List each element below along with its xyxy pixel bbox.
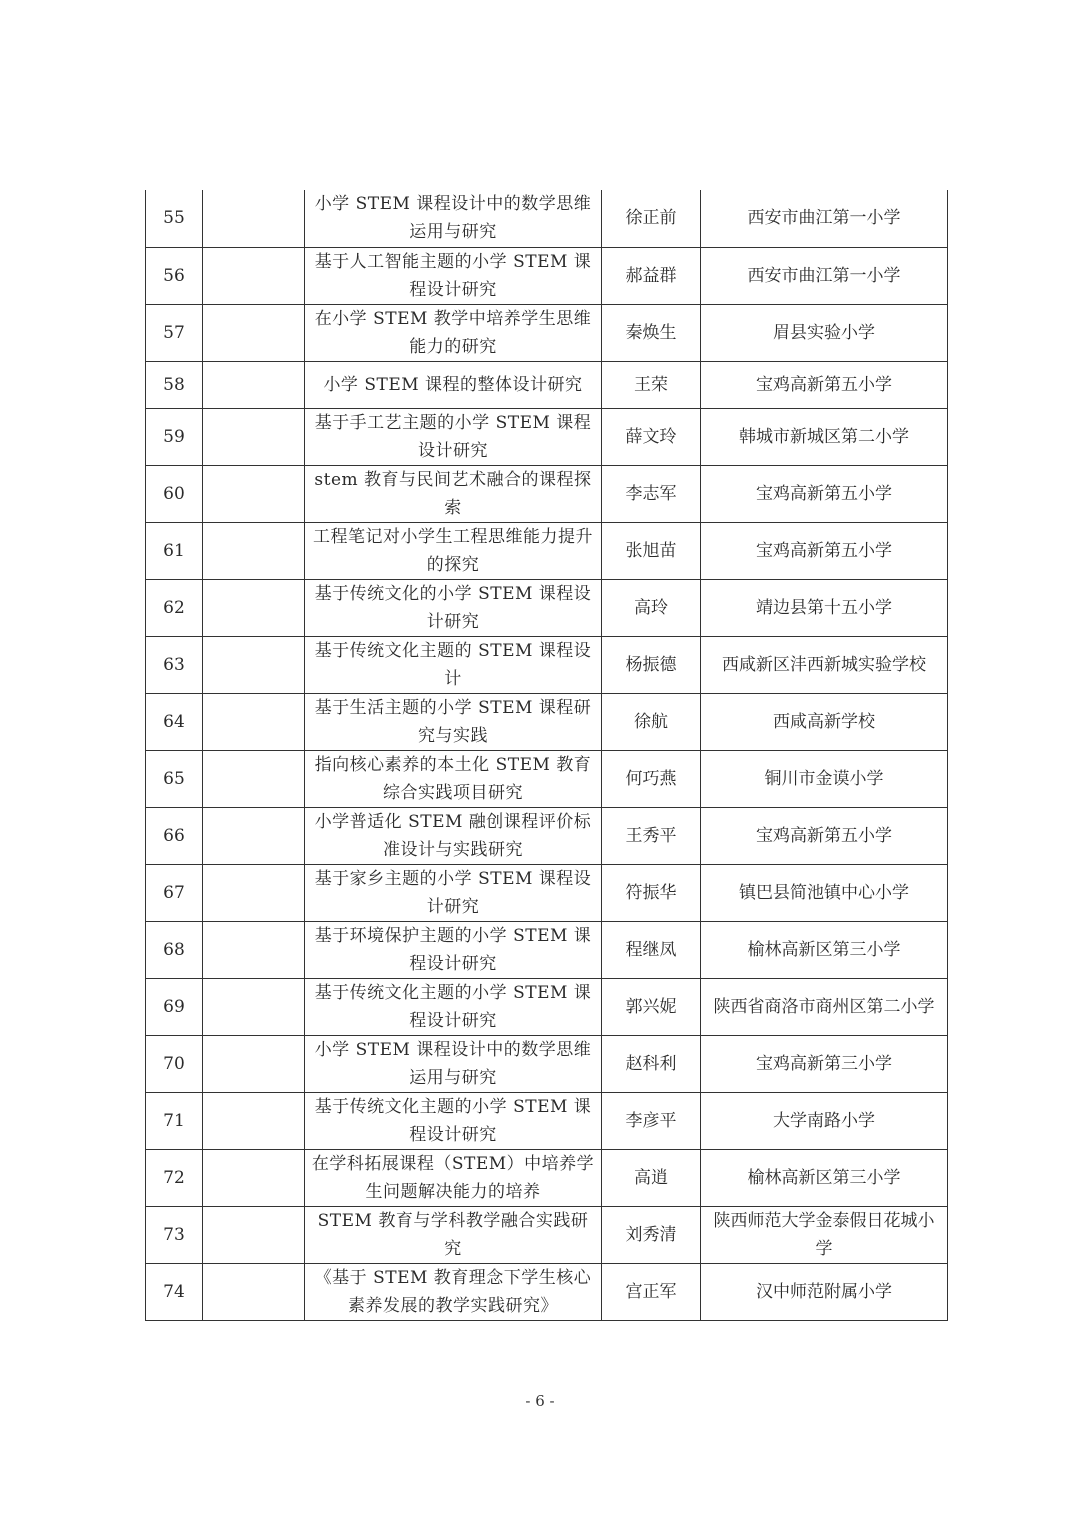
row-number: 71 <box>146 1092 203 1149</box>
author-name: 李彦平 <box>602 1092 701 1149</box>
row-number: 56 <box>146 247 203 304</box>
school-name: 榆林高新区第三小学 <box>701 1149 948 1206</box>
category-cell <box>203 408 305 465</box>
school-name: 西安市曲江第一小学 <box>701 190 948 247</box>
table-row <box>146 408 948 465</box>
table-row <box>146 361 948 408</box>
row-number: 62 <box>146 579 203 636</box>
row-number: 73 <box>146 1206 203 1263</box>
author-name: 杨振德 <box>602 636 701 693</box>
category-cell <box>203 864 305 921</box>
project-title: 基于传统文化主题的小学 STEM 课程设计研究 <box>305 1092 602 1149</box>
row-number: 69 <box>146 978 203 1035</box>
row-number: 64 <box>146 693 203 750</box>
project-title: 基于手工艺主题的小学 STEM 课程设计研究 <box>305 408 602 465</box>
table-row <box>146 1206 948 1263</box>
author-name: 郝益群 <box>602 247 701 304</box>
table-row <box>146 1263 948 1320</box>
project-list-table <box>145 190 948 1321</box>
row-number: 60 <box>146 465 203 522</box>
category-cell <box>203 1035 305 1092</box>
category-cell <box>203 1206 305 1263</box>
project-title: stem 教育与民间艺术融合的课程探索 <box>305 465 602 522</box>
category-cell <box>203 921 305 978</box>
row-number: 59 <box>146 408 203 465</box>
school-name: 宝鸡高新第五小学 <box>701 361 948 408</box>
project-title: 指向核心素养的本土化 STEM 教育综合实践项目研究 <box>305 750 602 807</box>
project-title: 基于人工智能主题的小学 STEM 课程设计研究 <box>305 247 602 304</box>
category-cell <box>203 807 305 864</box>
author-name: 王秀平 <box>602 807 701 864</box>
author-name: 宫正军 <box>602 1263 701 1320</box>
school-name: 宝鸡高新第五小学 <box>701 807 948 864</box>
author-name: 薛文玲 <box>602 408 701 465</box>
category-cell <box>203 978 305 1035</box>
category-cell <box>203 465 305 522</box>
school-name: 陕西省商洛市商州区第二小学 <box>701 978 948 1035</box>
category-cell <box>203 750 305 807</box>
project-title: 小学 STEM 课程设计中的数学思维运用与研究 <box>305 190 602 247</box>
row-number: 58 <box>146 361 203 408</box>
row-number: 67 <box>146 864 203 921</box>
table-row <box>146 247 948 304</box>
table-row <box>146 1149 948 1206</box>
category-cell <box>203 247 305 304</box>
row-number: 55 <box>146 190 203 247</box>
table-row <box>146 190 948 247</box>
project-title: 小学 STEM 课程的整体设计研究 <box>305 361 602 408</box>
school-name: 宝鸡高新第五小学 <box>701 465 948 522</box>
category-cell <box>203 1263 305 1320</box>
table-row <box>146 864 948 921</box>
table-row <box>146 579 948 636</box>
author-name: 赵科利 <box>602 1035 701 1092</box>
table-row <box>146 1092 948 1149</box>
school-name: 铜川市金谟小学 <box>701 750 948 807</box>
category-cell <box>203 1092 305 1149</box>
row-number: 57 <box>146 304 203 361</box>
table-row <box>146 304 948 361</box>
school-name: 西安市曲江第一小学 <box>701 247 948 304</box>
author-name: 李志军 <box>602 465 701 522</box>
category-cell <box>203 190 305 247</box>
project-title: STEM 教育与学科教学融合实践研究 <box>305 1206 602 1263</box>
project-title: 基于生活主题的小学 STEM 课程研究与实践 <box>305 693 602 750</box>
category-cell <box>203 579 305 636</box>
school-name: 西咸新区沣西新城实验学校 <box>701 636 948 693</box>
school-name: 韩城市新城区第二小学 <box>701 408 948 465</box>
project-title: 《基于 STEM 教育理念下学生核心素养发展的教学实践研究》 <box>305 1263 602 1320</box>
project-title: 基于家乡主题的小学 STEM 课程设计研究 <box>305 864 602 921</box>
project-title: 小学普适化 STEM 融创课程评价标准设计与实践研究 <box>305 807 602 864</box>
row-number: 65 <box>146 750 203 807</box>
author-name: 秦焕生 <box>602 304 701 361</box>
row-number: 74 <box>146 1263 203 1320</box>
school-name: 陕西师范大学金泰假日花城小学 <box>701 1206 948 1263</box>
row-number: 61 <box>146 522 203 579</box>
project-title: 基于传统文化的小学 STEM 课程设计研究 <box>305 579 602 636</box>
project-title: 基于环境保护主题的小学 STEM 课程设计研究 <box>305 921 602 978</box>
school-name: 西咸高新学校 <box>701 693 948 750</box>
category-cell <box>203 304 305 361</box>
author-name: 高逍 <box>602 1149 701 1206</box>
project-title: 基于传统文化主题的 STEM 课程设计 <box>305 636 602 693</box>
school-name: 靖边县第十五小学 <box>701 579 948 636</box>
row-number: 70 <box>146 1035 203 1092</box>
row-number: 66 <box>146 807 203 864</box>
table-row <box>146 921 948 978</box>
author-name: 徐航 <box>602 693 701 750</box>
category-cell <box>203 522 305 579</box>
school-name: 汉中师范附属小学 <box>701 1263 948 1320</box>
author-name: 何巧燕 <box>602 750 701 807</box>
table-row <box>146 978 948 1035</box>
author-name: 刘秀清 <box>602 1206 701 1263</box>
project-title: 基于传统文化主题的小学 STEM 课程设计研究 <box>305 978 602 1035</box>
row-number: 63 <box>146 636 203 693</box>
author-name: 张旭苗 <box>602 522 701 579</box>
table-body <box>146 190 948 1320</box>
school-name: 镇巴县简池镇中心小学 <box>701 864 948 921</box>
author-name: 郭兴妮 <box>602 978 701 1035</box>
school-name: 宝鸡高新第三小学 <box>701 1035 948 1092</box>
table-row <box>146 465 948 522</box>
table-row <box>146 750 948 807</box>
author-name: 高玲 <box>602 579 701 636</box>
author-name: 符振华 <box>602 864 701 921</box>
row-number: 72 <box>146 1149 203 1206</box>
project-title: 在小学 STEM 教学中培养学生思维能力的研究 <box>305 304 602 361</box>
row-number: 68 <box>146 921 203 978</box>
author-name: 程继凤 <box>602 921 701 978</box>
school-name: 大学南路小学 <box>701 1092 948 1149</box>
category-cell <box>203 693 305 750</box>
category-cell <box>203 636 305 693</box>
category-cell <box>203 1149 305 1206</box>
table-row <box>146 636 948 693</box>
project-title: 工程笔记对小学生工程思维能力提升的探究 <box>305 522 602 579</box>
page-number: - 6 - <box>525 1392 555 1410</box>
project-title: 小学 STEM 课程设计中的数学思维运用与研究 <box>305 1035 602 1092</box>
table-row <box>146 522 948 579</box>
author-name: 王荣 <box>602 361 701 408</box>
school-name: 眉县实验小学 <box>701 304 948 361</box>
project-title: 在学科拓展课程（STEM）中培养学生问题解决能力的培养 <box>305 1149 602 1206</box>
school-name: 榆林高新区第三小学 <box>701 921 948 978</box>
category-cell <box>203 361 305 408</box>
table-row <box>146 1035 948 1092</box>
table-row <box>146 693 948 750</box>
table-row <box>146 807 948 864</box>
school-name: 宝鸡高新第五小学 <box>701 522 948 579</box>
author-name: 徐正前 <box>602 190 701 247</box>
